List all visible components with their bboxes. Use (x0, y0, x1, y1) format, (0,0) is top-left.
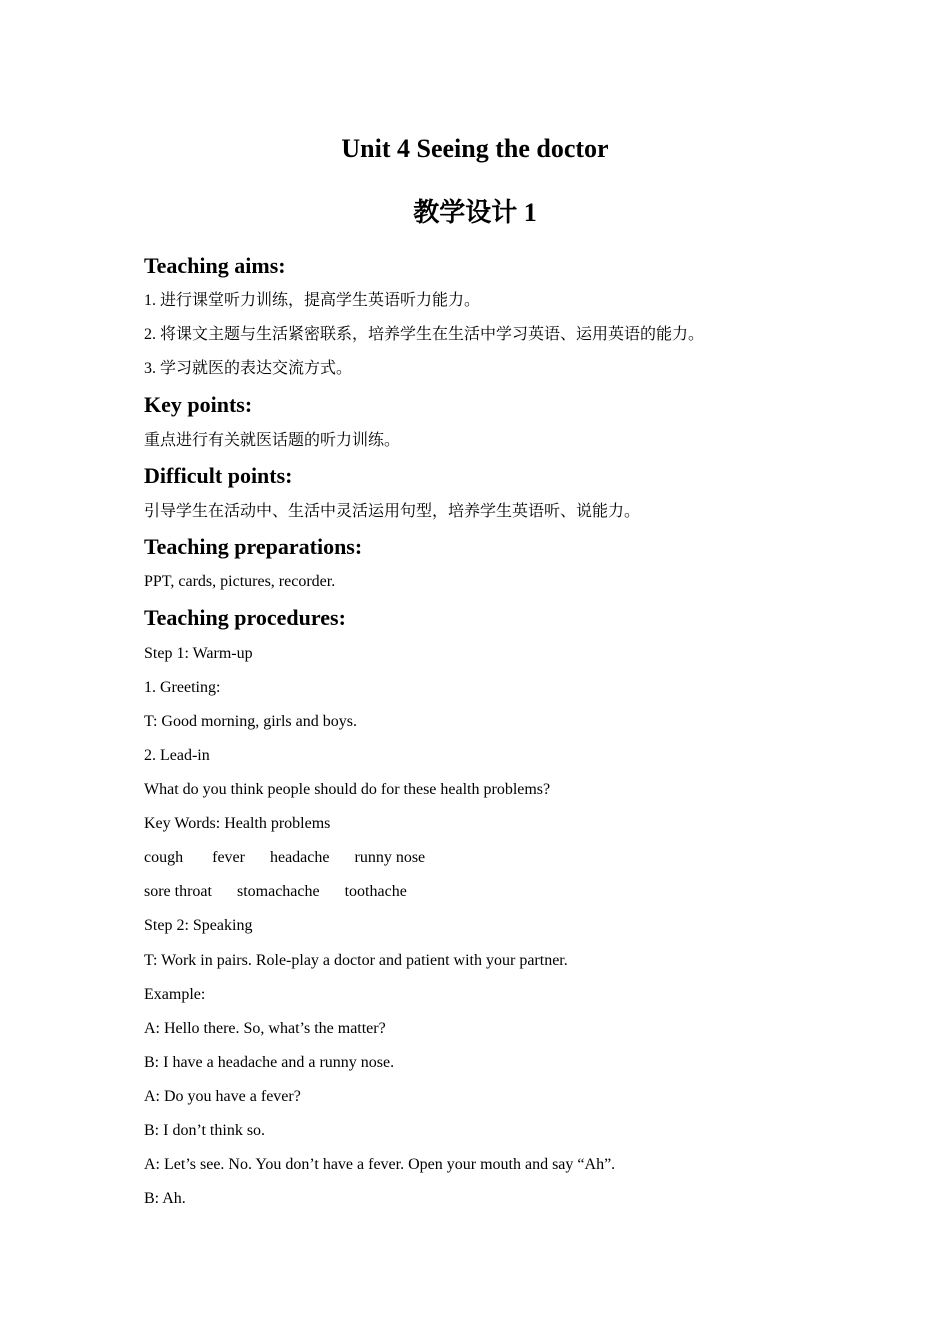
teaching-preparations-heading: Teaching preparations: (144, 534, 363, 559)
health-word: fever (212, 849, 245, 866)
document-title: Unit 4 Seeing the doctor (341, 134, 609, 163)
dialogue-line: A: Let’s see. No. You don’t have a fever. Open your mouth and say “Ah”. (144, 1156, 616, 1173)
aim-item-3: 3. 学习就医的表达交流方式。 (144, 360, 353, 377)
aim-item-1: 1. 进行课堂听力训练，提高学生英语听力能力。 (144, 292, 481, 309)
health-words-row-2 (144, 881, 407, 903)
teaching-procedures-heading: Teaching procedures: (144, 605, 346, 630)
health-word: cough (144, 849, 184, 866)
difficult-points-text: 引导学生在活动中、生活中灵活运用句型，培养学生英语听、说能力。 (144, 503, 641, 520)
dialogue-line: B: Ah. (144, 1190, 186, 1207)
key-points-text: 重点进行有关就医话题的听力训练。 (144, 432, 401, 449)
document-subtitle: 教学设计 1 (413, 198, 537, 227)
health-word: headache (269, 849, 330, 866)
difficult-points-heading: Difficult points: (144, 463, 293, 488)
greeting-label: 1. Greeting: (144, 679, 221, 696)
example-label: Example: (144, 986, 206, 1003)
health-words-row-1 (144, 847, 425, 869)
health-word: toothache (344, 883, 407, 900)
key-points-heading: Key points: (144, 392, 253, 417)
preparations-text: PPT, cards, pictures, recorder. (144, 573, 336, 590)
lead-in-label: 2. Lead-in (144, 747, 210, 764)
health-word: sore throat (144, 883, 212, 900)
dialogue-line: A: Do you have a fever? (144, 1088, 301, 1105)
dialogue-line: B: I don’t think so. (144, 1122, 266, 1139)
dialogue-line: B: I have a headache and a runny nose. (144, 1054, 395, 1071)
step-2-label: Step 2: Speaking (144, 917, 253, 934)
greeting-line: T: Good morning, girls and boys. (144, 713, 357, 730)
health-word: runny nose (354, 849, 426, 866)
dialogue-line: A: Hello there. So, what’s the matter? (144, 1020, 386, 1037)
key-words-label: Key Words: Health problems (144, 815, 331, 832)
step-1-label: Step 1: Warm-up (144, 645, 253, 662)
teaching-aims-heading: Teaching aims: (144, 253, 286, 278)
aim-item-2: 2. 将课文主题与生活紧密联系，培养学生在生活中学习英语、运用英语的能力。 (144, 326, 705, 343)
health-word: stomachache (236, 883, 320, 900)
speaking-instruction: T: Work in pairs. Role-play a doctor and patient with your partner. (144, 952, 568, 969)
lead-in-question: What do you think people should do for these health problems? (144, 781, 551, 798)
